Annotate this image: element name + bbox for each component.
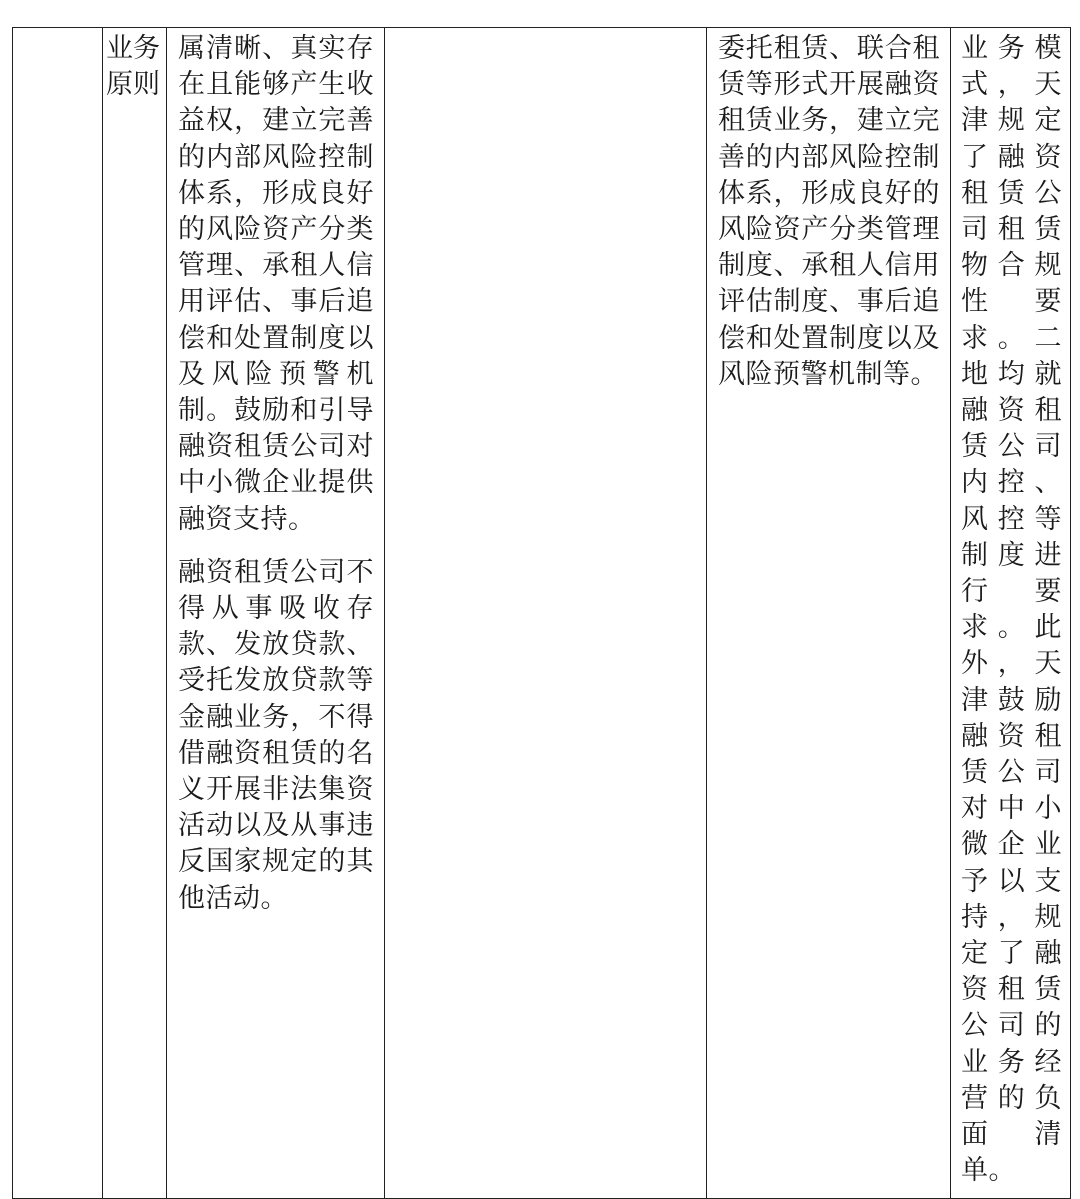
comparison-table xyxy=(12,27,1071,1199)
row-label: 业务原则 xyxy=(106,33,160,101)
left-provision-paragraph: 融资租赁公司不得从事吸收存款、发放贷款、受托发放贷款等金融业务，不得借融资租赁的名义开展非法集资活动以及从事违反国家规定的其他活动。 xyxy=(178,556,374,914)
middle-empty-cell xyxy=(385,28,707,1199)
empty-index-cell xyxy=(13,28,103,1199)
left-provision-paragraph: 属清晰、真实存在且能够产生收益权，建立完善的内部风险控制体系，形成良好的风险资产分类管理、承租人信用评估、事后追偿和处置制度以及风险预警机制。鼓励和引导融资租赁公司对中小微企业提供融资支持。 xyxy=(178,33,374,535)
right-provision-text: 委托租赁、联合租赁等形式开展融资租赁业务，建立完善的内部风险控制体系，形成良好的风险资产分类管理制度、承租人信用评估制度、事后追偿和处置制度以及风险预警机制等。 xyxy=(718,33,940,390)
right-provision-cell xyxy=(707,28,951,1199)
table-row xyxy=(13,28,1071,1199)
left-provision-cell xyxy=(167,28,385,1199)
comparison-note-text: 业务模式，天津规定了融资租赁公司租赁物合规性要求。二地均就融资租赁公司内控、风控等制度进行要求。此外，天津鼓励融资租赁公司对中小微企业予以支持，规定了融资租赁公司的业务经营的负面清单。 xyxy=(961,33,1062,1187)
comparison-note-cell xyxy=(951,28,1071,1199)
row-label-cell xyxy=(103,28,167,1199)
